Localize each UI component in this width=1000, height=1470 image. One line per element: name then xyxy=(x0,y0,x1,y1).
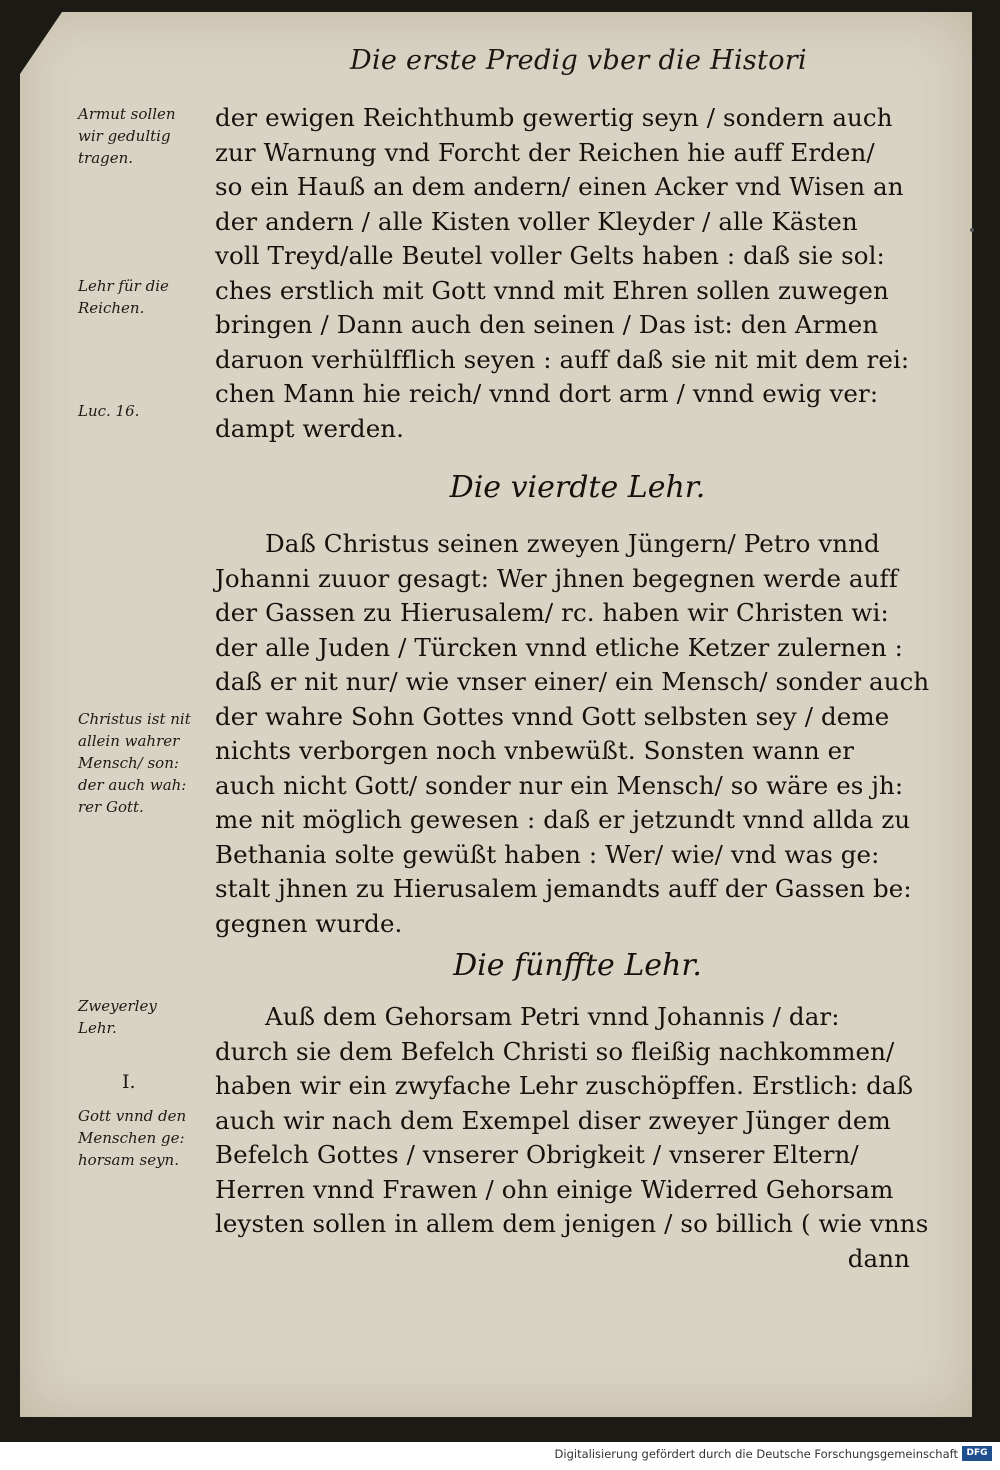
text-line: der andern / alle Kisten voller Kleyder / alle Kästen xyxy=(215,206,858,236)
margin-note-numeral xyxy=(122,1071,252,1093)
running-head: Die erste Predig vber die Histori xyxy=(350,45,807,76)
text-line: Daß Christus seinen zweyen Jüngern/ Petro vnnd xyxy=(265,529,880,558)
section-heading-4: Die vierdte Lehr. xyxy=(449,470,706,505)
text-line: durch sie dem Befelch Christi so fleißig nachkommen/ xyxy=(215,1036,895,1066)
margin-note-gott xyxy=(78,1105,208,1171)
paragraph-1 xyxy=(215,101,940,446)
text-line: der ewigen Reichthumb gewertig seyn / sondern auch xyxy=(215,103,893,132)
margin-note-line: rer Gott. xyxy=(78,798,144,816)
text-line: bringen / Dann auch den seinen / Das ist: den Armen xyxy=(215,310,879,339)
text-line: dampt werden. xyxy=(215,413,405,443)
text-line: Johanni zuuor gesagt: Wer jhnen begegnen werde auff xyxy=(215,563,898,593)
text-line: ches erstlich mit Gott vnnd mit Ehren sollen zuwegen xyxy=(215,275,889,305)
margin-note-line: Gott vnnd den xyxy=(78,1107,187,1125)
text-line: der Gassen zu Hierusalem/ rc. haben wir Christen wi: xyxy=(215,598,889,627)
text-line: Bethania solte gewüßt haben : Wer/ wie/ vnd was ge: xyxy=(215,839,880,869)
paragraph-2 xyxy=(215,527,940,941)
text-line: der alle Juden / Türcken vnnd etliche Ketzer zulernen : xyxy=(215,632,904,662)
dfg-logo: DFG xyxy=(962,1446,992,1461)
text-line: nichts verborgen noch vnbewüßt. Sonsten wann er xyxy=(215,736,855,765)
text-line: stalt jhnen zu Hierusalem jemandts auff der Gassen be: xyxy=(215,874,912,903)
text-line: daruon verhülfflich seyen : auff daß sie nit mit dem rei: xyxy=(215,344,910,374)
margin-note-armut xyxy=(78,103,208,169)
margin-note-line: Luc. 16. xyxy=(78,402,140,420)
margin-note-line: Mensch/ son: xyxy=(78,754,179,772)
margin-note-line: tragen. xyxy=(78,149,134,167)
margin-note-christus xyxy=(78,708,208,818)
margin-note-line: Reichen. xyxy=(78,299,145,317)
margin-note-line: wir gedultig xyxy=(78,127,171,145)
text-line: Herren vnnd Frawen / ohn einige Widerred Gehorsam xyxy=(215,1174,894,1204)
text-line: zur Warnung vnd Forcht der Reichen hie auff Erden/ xyxy=(215,137,875,167)
margin-note-line: Lehr für die xyxy=(78,277,169,295)
margin-note-line: Zweyerley xyxy=(78,997,157,1015)
margin-note-line: Lehr. xyxy=(78,1019,117,1037)
margin-note-line: Armut sollen xyxy=(78,105,176,123)
paragraph-3 xyxy=(215,1000,940,1276)
catchword: dann xyxy=(847,1243,910,1273)
text-line: auch nicht Gott/ sonder nur ein Mensch/ so wäre es jh: xyxy=(215,770,904,800)
text-line: daß er nit nur/ wie vnser einer/ ein Mensch/ sonder auch xyxy=(215,667,930,696)
footer-credit: Digitalisierung gefördert durch die Deutsche Forschungsgemeinschaft xyxy=(554,1447,958,1461)
text-line: der wahre Sohn Gottes vnnd Gott selbsten sey / deme xyxy=(215,701,890,731)
text-line: voll Treyd/alle Beutel voller Gelts haben : daß sie sol: xyxy=(215,241,885,270)
text-line: auch wir nach dem Exempel diser zweyer Jünger dem xyxy=(215,1105,891,1135)
text-line: chen Mann hie reich/ vnnd dort arm / vnnd ewig ver: xyxy=(215,379,879,408)
text-line: Befelch Gottes / vnserer Obrigkeit / vnserer Eltern/ xyxy=(215,1140,859,1169)
text-line: haben wir ein zwyfache Lehr zuschöpffen. Erstlich: daß xyxy=(215,1071,914,1100)
margin-note-zweyerley xyxy=(78,995,208,1039)
margin-note-line: Christus ist nit xyxy=(78,710,191,728)
page-blemish xyxy=(970,228,974,232)
margin-note-line: der auch wah: xyxy=(78,776,187,794)
margin-note-line: allein wahrer xyxy=(78,732,180,750)
margin-note-reichen xyxy=(78,275,208,319)
margin-note-line: Menschen ge: xyxy=(78,1129,185,1147)
section-heading-5: Die fünffte Lehr. xyxy=(453,948,702,983)
text-line: leysten sollen in allem dem jenigen / so billich ( wie vnns xyxy=(215,1209,929,1238)
margin-note-luc xyxy=(78,400,208,422)
text-line: so ein Hauß an dem andern/ einen Acker vnd Wisen an xyxy=(215,172,904,201)
margin-note-line: horsam seyn. xyxy=(78,1151,179,1169)
text-line: gegnen wurde. xyxy=(215,908,403,938)
margin-note-line: I. xyxy=(122,1071,136,1093)
text-line: Auß dem Gehorsam Petri vnnd Johannis / dar: xyxy=(265,1002,840,1031)
text-line: me nit möglich gewesen : daß er jetzundt vnnd allda zu xyxy=(215,805,911,834)
